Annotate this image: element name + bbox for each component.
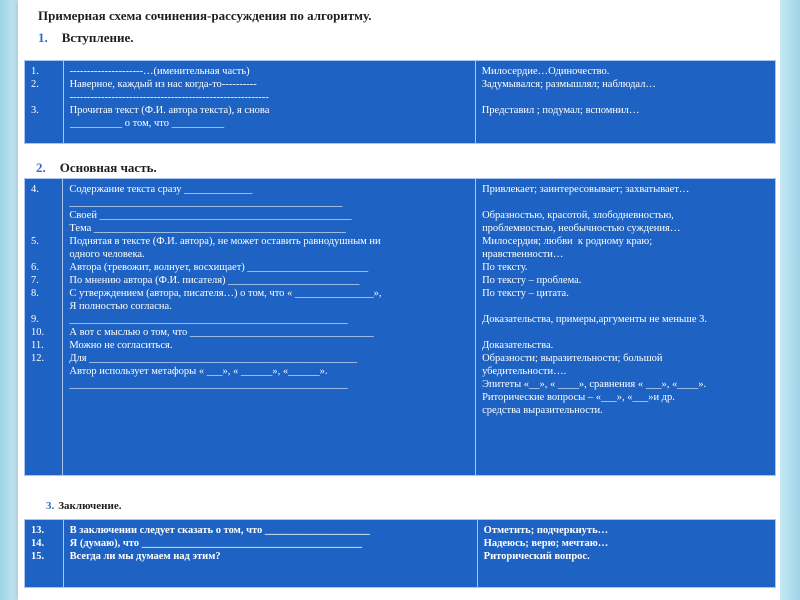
page-title: Примерная схема сочинения-рассуждения по алгоритму. [38, 8, 372, 23]
template-line: ---------------------…(именительная часть) [69, 66, 250, 77]
main-text-cell [63, 179, 476, 476]
template-line: Содержание текста сразу _____________ [69, 184, 253, 195]
section-1-title: Вступление. [61, 30, 134, 45]
hint-line: средства выразительности. [482, 405, 603, 416]
template-line: Тема ________________________________________________ [69, 223, 346, 234]
hint-line: Надеюсь; верю; мечтаю… [483, 538, 609, 549]
template-line: Поднятая в тексте (Ф.И. автора), не может оставить равнодушным ни [69, 236, 381, 247]
step-number: 2. [31, 79, 39, 90]
hint-line: Риторический вопрос. [483, 551, 590, 562]
section-3-title: Заключение. [58, 500, 122, 512]
template-line: Для ___________________________________________________ [69, 353, 357, 364]
intro-text-cell [63, 61, 475, 144]
template-line: Я (думаю), что __________________________________________ [69, 538, 363, 549]
section-1-heading [38, 30, 133, 46]
step-number: 4. [31, 184, 39, 195]
hint-line: Доказательства. [482, 340, 554, 351]
intro-numbers-cell [25, 61, 64, 144]
hint-line: Милосердия; любви к родному краю; [482, 236, 653, 247]
template-line: _____________________________________________________ [69, 314, 348, 325]
template-line: А вот с мыслью о том, что ___________________________________ [69, 327, 374, 338]
template-line: одного человека. [69, 249, 145, 260]
step-number: 7. [31, 275, 39, 286]
step-number: 8. [31, 288, 39, 299]
hint-line: Представил ; подумал; вспомнил… [481, 105, 640, 116]
template-line: В заключении следует сказать о том, что ____________________ [69, 525, 370, 536]
section-2-heading [36, 160, 157, 176]
hint-line: Отметить; подчеркнуть… [483, 525, 609, 536]
hint-line: По тексту – цитата. [482, 288, 569, 299]
hint-line: По тексту. [482, 262, 528, 273]
conclusion-table [24, 519, 776, 588]
step-number: 1. [31, 66, 39, 77]
step-number: 10. [31, 327, 45, 338]
template-line: Автор использует метафоры « ___», « ______», «______». [69, 366, 328, 377]
hint-line: убедительности…. [482, 366, 567, 377]
left-border-decoration [0, 0, 18, 600]
hint-line: Задумывался; размышлял; наблюдал… [481, 79, 656, 90]
hint-line: Риторические вопросы – «___», «___»и др. [482, 392, 675, 403]
intro-table [24, 60, 776, 144]
step-number: 13. [31, 525, 45, 536]
template-line: Я полностью согласна. [69, 301, 172, 312]
template-line: --------------------------------------------------------- [69, 92, 269, 103]
main-body-table [24, 178, 776, 476]
template-line: __________ о том, что __________ [69, 118, 225, 129]
template-line: Всегда ли мы думаем над этим? [69, 551, 221, 562]
conclusion-text-cell [63, 520, 477, 588]
template-line: _____________________________________________________ [69, 379, 348, 390]
conclusion-numbers-cell [25, 520, 64, 588]
main-numbers-cell [25, 179, 63, 476]
step-number: 14. [31, 538, 45, 549]
step-number: 6. [31, 262, 39, 273]
template-line: Своей ________________________________________________ [69, 210, 352, 221]
hint-line: Милосердие…Одиночество. [481, 66, 610, 77]
step-number: 3. [31, 105, 39, 116]
hint-line: проблемностью, необычностью суждения… [482, 223, 681, 234]
hint-line: Образности; выразительности; большой [482, 353, 663, 364]
hint-line: Доказательства, примеры,аргументы не меньше 3. [482, 314, 707, 325]
right-border-decoration [780, 0, 800, 600]
step-number: 9. [31, 314, 39, 325]
hint-line: Образностью, красотой, злободневностью, [482, 210, 674, 221]
step-number: 11. [31, 340, 44, 351]
template-line: Можно не согласиться. [69, 340, 173, 351]
section-1-number: 1. [38, 30, 48, 45]
conclusion-hints-cell [477, 520, 775, 588]
step-number: 15. [31, 551, 45, 562]
intro-hints-cell [475, 61, 775, 144]
section-3-number: 3. [46, 500, 55, 512]
template-line: С утверждением (автора, писателя…) о том, что « _______________», [69, 288, 382, 299]
step-number: 12. [31, 353, 45, 364]
hint-line: Эпитеты «__», « ____», сравнения « ___», «____». [482, 379, 707, 390]
step-number: 5. [31, 236, 39, 247]
hint-line: Привлекает; заинтересовывает; захватывает… [482, 184, 690, 195]
template-line: ____________________________________________________ [69, 197, 343, 208]
section-2-number: 2. [36, 160, 46, 175]
template-line: Прочитав текст (Ф.И. автора текста), я снова [69, 105, 270, 116]
section-3-heading [46, 500, 121, 512]
section-2-title: Основная часть. [59, 160, 157, 175]
hint-line: По тексту – проблема. [482, 275, 582, 286]
template-line: Автора (тревожит, волнует, восхищает) _______________________ [69, 262, 369, 273]
hint-line: нравственности… [482, 249, 564, 260]
template-line: По мнению автора (Ф.И. писателя) _________________________ [69, 275, 360, 286]
main-hints-cell [476, 179, 776, 476]
template-line: Наверное, каждый из нас когда-то---------- [69, 79, 257, 90]
